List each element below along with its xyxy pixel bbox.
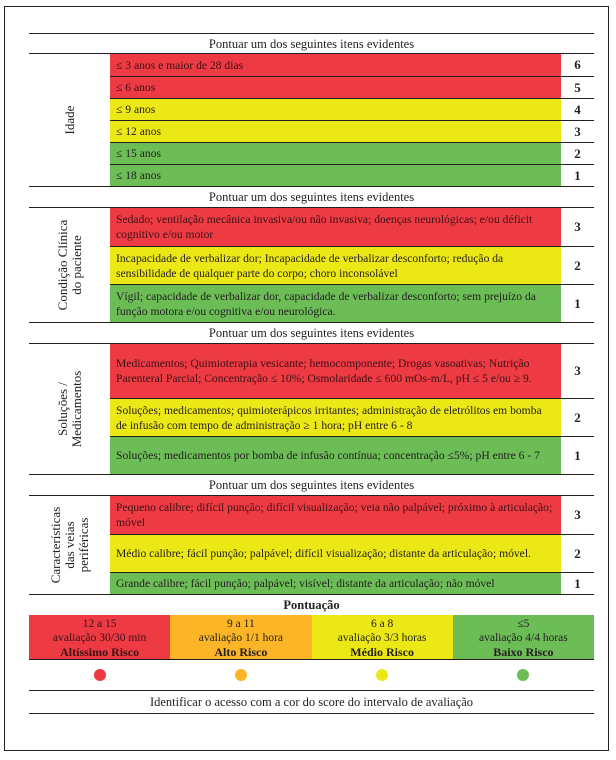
section-label (29, 54, 110, 186)
score-cell: 1 (561, 573, 594, 594)
label-line: Medicamentos (68, 370, 84, 448)
risk-label: Médio Risco (350, 645, 414, 659)
pontuacao-title: Pontuação (283, 598, 340, 612)
table-row (110, 54, 594, 76)
score-cell: 4 (561, 99, 594, 120)
section-label (29, 208, 110, 322)
section-label (29, 344, 110, 474)
table-row (110, 436, 594, 474)
section-solucoes-medicamentos (29, 344, 594, 475)
criterion-cell: Medicamentos; Quimioterapia vesicante; hemocomponente; Drogas vasoativas; Nutrição Parenteral Parcial; Concentração ≤ 10%; Osmolaridade ≤ 600 mOs-m/L, pH ≤ 5 e/ou ≥ 9. (110, 344, 561, 398)
score-cell: 3 (561, 344, 594, 398)
evaluation-interval: avaliação 3/3 horas (337, 632, 427, 644)
risk-label: Alto Risco (214, 645, 268, 659)
score-cell: 2 (561, 247, 594, 284)
pontuacao-levels (29, 615, 594, 660)
section-label-text: Idade (61, 105, 77, 135)
evaluation-interval: avaliação 1/1 hora (198, 632, 284, 644)
section-header: Pontuar um dos seguintes itens evidentes (29, 323, 594, 344)
risk-level-altissimo (29, 615, 170, 659)
table-row (110, 164, 594, 186)
criterion-cell: ≤ 12 anos (110, 121, 561, 142)
risk-label: Baixo Risco (493, 645, 554, 659)
score-cell: 1 (561, 165, 594, 186)
section-header: Pontuar um dos seguintes itens evidentes (29, 33, 594, 54)
label-line: Soluções / (54, 382, 70, 436)
criterion-cell: ≤ 18 anos (110, 165, 561, 186)
color-dots-row (29, 660, 594, 691)
criterion-cell: ≤ 15 anos (110, 143, 561, 164)
score-range: 9 a 11 (227, 618, 255, 630)
criterion-cell: ≤ 6 anos (110, 77, 561, 98)
criterion-cell: ≤ 3 anos e maior de 28 dias (110, 54, 561, 76)
risk-label: Altíssimo Risco (60, 645, 140, 659)
risk-level-alto (170, 615, 311, 659)
evaluation-interval: avaliação 30/30 min (53, 632, 147, 644)
red-dot-icon (94, 669, 106, 681)
table-row (110, 534, 594, 572)
score-range: 6 a 8 (370, 618, 394, 630)
section-header: Pontuar um dos seguintes itens evidentes (29, 187, 594, 208)
green-dot-icon (517, 669, 529, 681)
score-range: ≤5 (517, 618, 530, 630)
score-cell: 2 (561, 535, 594, 572)
criterion-cell: Incapacidade de verbalizar dor; Incapacidade de verbalizar desconforto; redução da sensibilidade de qualquer parte do corpo; choro inconsolável (110, 247, 561, 284)
criterion-cell: Médio calibre; fácil punção; palpável; difícil visualização; distante da articulação; móvel. (110, 535, 561, 572)
criterion-cell: ≤ 9 anos (110, 99, 561, 120)
section-condicao-clinica (29, 208, 594, 323)
table-row (110, 572, 594, 594)
criterion-cell: Grande calibre; fácil punção; palpável; visível; distante da articulação; não móvel (110, 573, 561, 594)
criterion-cell: Pequeno calibre; difícil punção; difícil visualização; veia não palpável; próximo à articulação; móvel (110, 496, 561, 534)
table-row (110, 496, 594, 534)
score-cell: 3 (561, 121, 594, 142)
table-row (110, 142, 594, 164)
table-row (110, 120, 594, 142)
label-line: das veias (61, 521, 77, 569)
table-row (110, 98, 594, 120)
section-idade (29, 54, 594, 187)
section-label-text (56, 220, 84, 311)
orange-dot-icon (235, 669, 247, 681)
label-line: Características (47, 506, 63, 584)
section-label-text (49, 507, 91, 584)
table-row (110, 398, 594, 436)
label-line: periféricas (75, 517, 91, 573)
score-cell: 3 (561, 208, 594, 246)
score-cell: 6 (561, 54, 594, 76)
score-cell: 1 (561, 437, 594, 474)
criterion-cell: Sedado; ventilação mecânica invasiva/ou não invasiva; doenças neurológicas; e/ou déficit cognitivo e/ou motor (110, 208, 561, 246)
section-label (29, 496, 110, 594)
score-cell: 2 (561, 143, 594, 164)
score-cell: 3 (561, 496, 594, 534)
score-cell: 5 (561, 77, 594, 98)
criterion-cell: Soluções; medicamentos por bomba de infusão contínua; concentração ≤5%; pH entre 6 - 7 (110, 437, 561, 474)
table-row (110, 76, 594, 98)
score-cell: 2 (561, 399, 594, 436)
risk-level-baixo (453, 615, 594, 659)
table-row (110, 246, 594, 284)
criterion-cell: Soluções; medicamentos; quimioterápicos irritantes; administração de eletrólitos em bomba de infusão com tempo de administração ≥ 1 hora; pH entre 6 - 8 (110, 399, 561, 436)
risk-level-medio (312, 615, 453, 659)
label-line: do paciente (68, 235, 84, 295)
evaluation-interval: avaliação 4/4 horas (478, 632, 568, 644)
yellow-dot-icon (376, 669, 388, 681)
criterion-cell: Vígil; capacidade de verbalizar dor, capacidade de verbalizar desconforto; sem prejuízo da função motora e/ou cognitiva e/ou neurológica. (110, 285, 561, 322)
section-header: Pontuar um dos seguintes itens evidentes (29, 475, 594, 496)
table-row (110, 208, 594, 246)
label-line: Condição Clínica (54, 219, 70, 311)
table-row (110, 344, 594, 398)
section-caracteristicas-veias (29, 496, 594, 595)
section-label-text (56, 371, 84, 448)
score-cell: 1 (561, 285, 594, 322)
score-range: 12 a 15 (82, 618, 117, 630)
footer-note: Identificar o acesso com a cor do score do intervalo de avaliação (29, 691, 594, 714)
table-row (110, 284, 594, 322)
risk-score-table (29, 33, 594, 714)
